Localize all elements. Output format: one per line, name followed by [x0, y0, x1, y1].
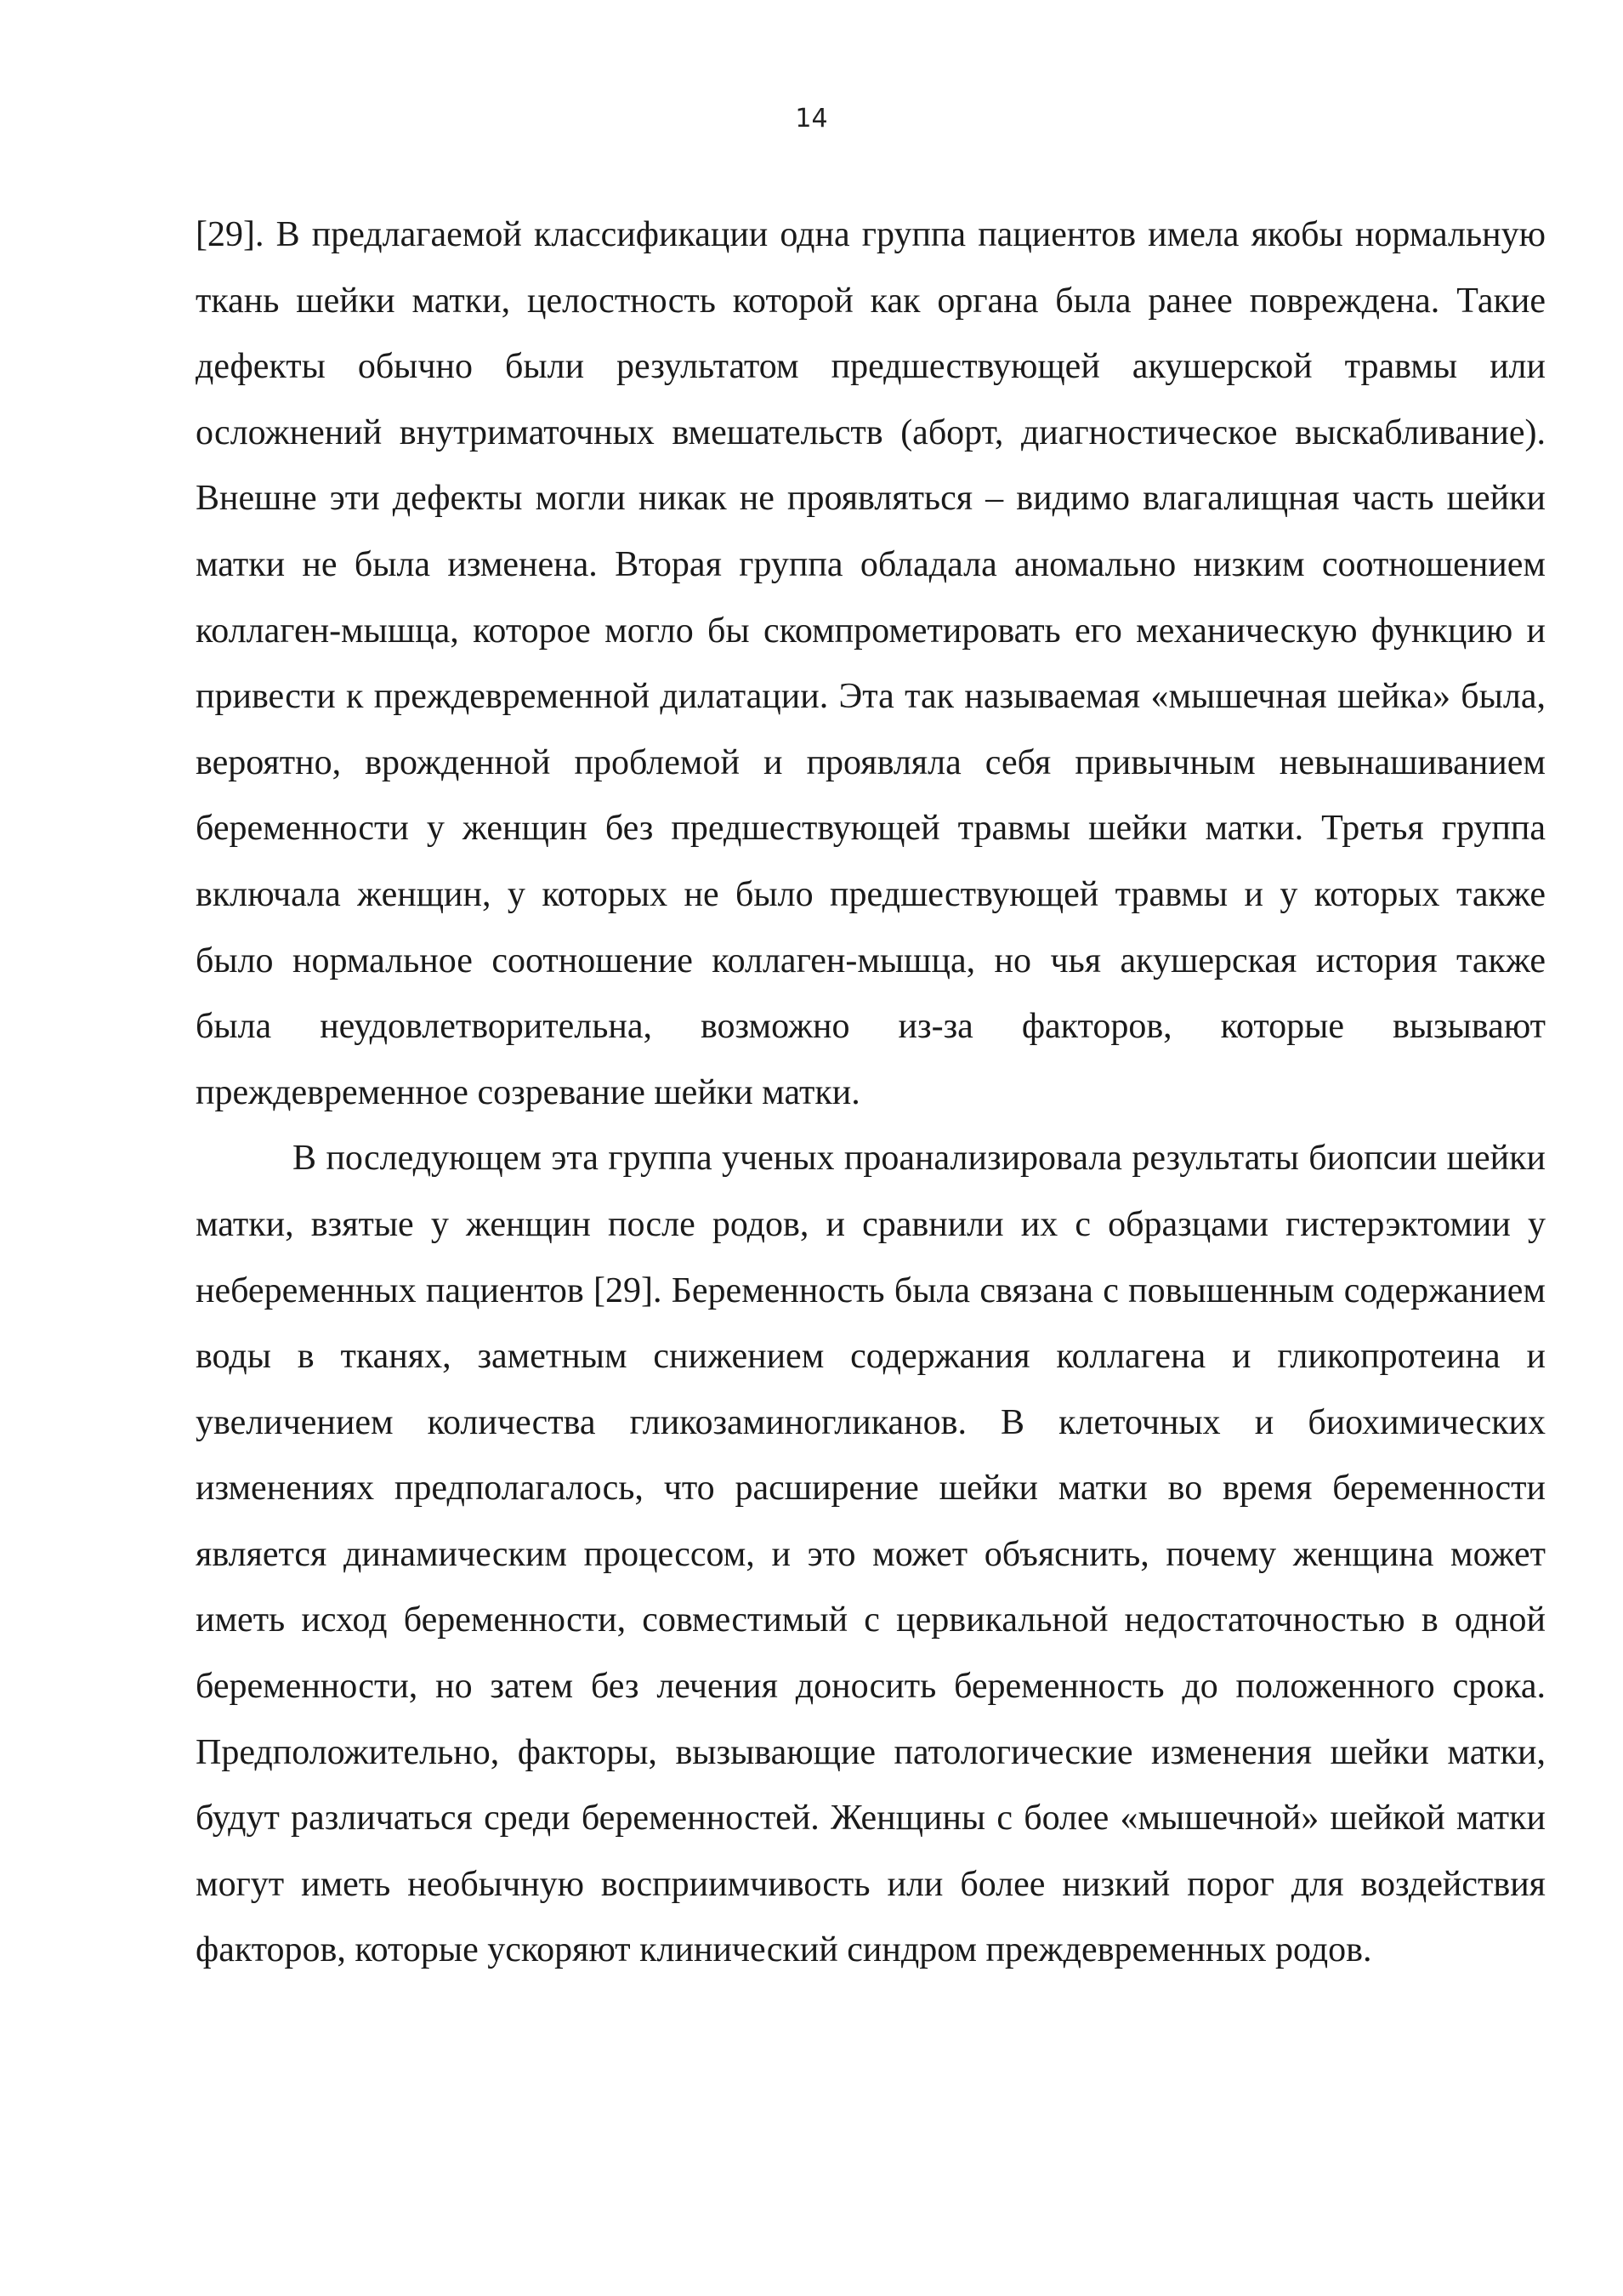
- body-text: [196, 202, 1546, 1984]
- page-number: 14: [795, 104, 828, 134]
- paragraph-1: [29]. В предлагаемой классификации одна группа пациентов имела якобы нормальную ткань шейки матки, целостность которой как органа была ранее повреждена. Такие дефекты обычно были результатом предшествующей акушерской травмы или осложнений внутриматочных вмешательств (аборт, диагностическое выскабливание). Внешне эти дефекты могли никак не проявляться – видимо влагалищная часть шейки матки не была изменена. Вторая группа обладала аномально низким соотношением коллаген-мышца, которое могло бы скомпрометировать его механическую функцию и привести к преждевременной дилатации. Эта так называемая «мышечная шейка» была, вероятно, врожденной проблемой и проявляла себя привычным невынашиванием беременности у женщин без предшествующей травмы шейки матки. Третья группа включала женщин, у которых не было предшествующей травмы и у которых также было нормальное соотношение коллаген-мышца, но чья акушерская история также была неудовлетворительна, возможно из-за факторов, которые вызывают преждевременное созревание шейки матки.: [196, 215, 1546, 1112]
- paragraph-2: В последующем эта группа ученых проанализировала результаты биопсии шейки матки, взятые у женщин после родов, и сравнили их с образцами гистерэктомии у небеременных пациентов [29]. Беременность была связана с повышенным содержанием воды в тканях, заметным снижением содержания коллагена и гликопротеина и увеличением количества гликозаминогликанов. В клеточных и биохимических изменениях предполагалось, что расширение шейки матки во время беременности является динамическим процессом, и это может объяснить, почему женщина может иметь исход беременности, совместимый с цервикальной недостаточностью в одной беременности, но затем без лечения доносить беременность до положенного срока. Предположительно, факторы, вызывающие патологические изменения шейки матки, будут различаться среди беременностей. Женщины с более «мышечной» шейкой матки могут иметь необычную восприимчивость или более низкий порог для воздействия факторов, которые ускоряют клинический синдром преждевременных родов.: [196, 1139, 1546, 1970]
